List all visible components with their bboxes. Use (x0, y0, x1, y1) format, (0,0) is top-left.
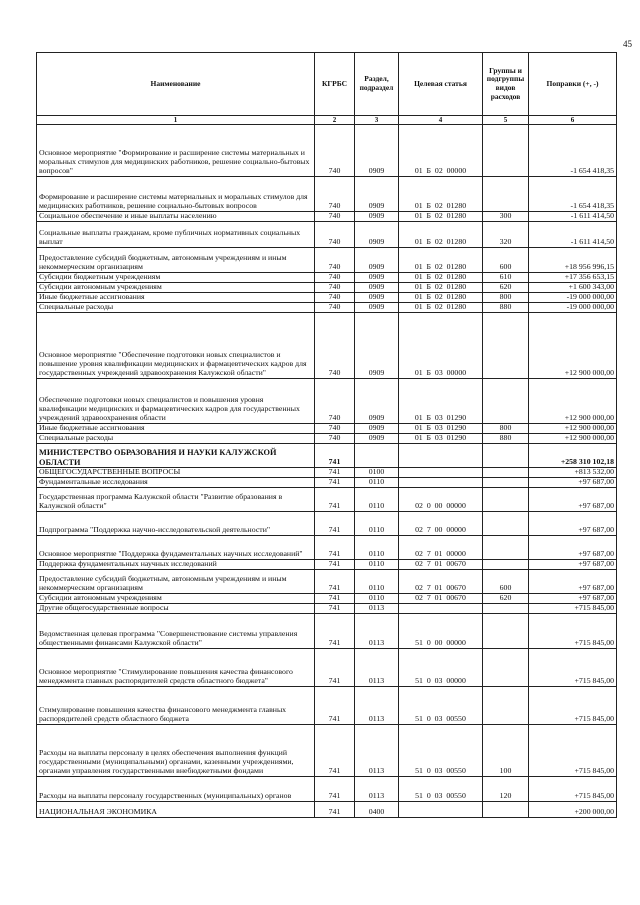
row-razdel: 0909 (355, 293, 399, 303)
row-expense-group (483, 560, 529, 570)
row-target-article: 51 0 03 00550 (399, 687, 483, 725)
row-amendment: +97 687,00 (529, 570, 617, 594)
row-razdel: 0909 (355, 248, 399, 273)
row-expense-group (483, 649, 529, 687)
row-target-article (399, 478, 483, 488)
table-row (37, 478, 617, 488)
row-razdel: 0909 (355, 273, 399, 283)
row-target-article: 01 Б 02 01280 (399, 303, 483, 313)
row-razdel: 0909 (355, 283, 399, 293)
header-kgrbs: КГРБС (315, 53, 355, 116)
table-header (37, 53, 617, 125)
row-kgrbs: 740 (315, 125, 355, 177)
table-row (37, 468, 617, 478)
row-amendment: -19 000 000,00 (529, 293, 617, 303)
table-row (37, 604, 617, 614)
row-target-article (399, 444, 483, 468)
header-gruppy: Группы и подгруппы видов расходов (483, 53, 529, 116)
row-target-article: 01 Б 02 01280 (399, 222, 483, 248)
row-amendment: -1 611 414,50 (529, 212, 617, 222)
column-number: 4 (399, 116, 483, 125)
row-target-article: 02 7 01 00000 (399, 536, 483, 560)
table-row (37, 725, 617, 777)
row-razdel: 0110 (355, 594, 399, 604)
header-name: Наименование (37, 53, 315, 116)
row-expense-group: 120 (483, 777, 529, 802)
row-name: Поддержка фундаментальных научных исследований (37, 560, 315, 570)
row-amendment: +97 687,00 (529, 488, 617, 512)
table-row (37, 560, 617, 570)
table-row (37, 177, 617, 212)
row-name: Основное мероприятие "Поддержка фундаментальных научных исследований" (37, 536, 315, 560)
row-razdel (355, 444, 399, 468)
row-name: Основное мероприятие "Обеспечение подготовки новых специалистов и повышение уровня квалификации медицинских и фармацевтических кадров для государственных учреждений здравоохранения Калужской области" (37, 313, 315, 379)
row-razdel: 0100 (355, 468, 399, 478)
row-kgrbs: 741 (315, 802, 355, 818)
row-razdel: 0110 (355, 512, 399, 536)
row-name: Субсидии автономным учреждениям (37, 283, 315, 293)
table-row (37, 687, 617, 725)
row-name: Предоставление субсидий бюджетным, автономным учреждениям и иным некоммерческим организациям (37, 570, 315, 594)
row-kgrbs: 740 (315, 248, 355, 273)
row-expense-group: 300 (483, 212, 529, 222)
row-target-article (399, 604, 483, 614)
row-razdel: 0400 (355, 802, 399, 818)
row-kgrbs: 741 (315, 560, 355, 570)
row-name: Формирование и расширение системы материальных и моральных стимулов для медицинских работников, решение социально-бытовых вопросов (37, 177, 315, 212)
row-amendment: +97 687,00 (529, 560, 617, 570)
row-expense-group: 320 (483, 222, 529, 248)
row-kgrbs: 741 (315, 570, 355, 594)
row-amendment: +258 310 102,18 (529, 444, 617, 468)
row-expense-group (483, 313, 529, 379)
row-amendment: +12 900 000,00 (529, 424, 617, 434)
row-target-article: 02 7 01 00670 (399, 594, 483, 604)
table-row (37, 212, 617, 222)
row-expense-group: 620 (483, 594, 529, 604)
budget-table (36, 52, 617, 818)
row-name: Специальные расходы (37, 434, 315, 444)
row-amendment: +813 532,00 (529, 468, 617, 478)
row-razdel: 0909 (355, 434, 399, 444)
row-kgrbs: 740 (315, 424, 355, 434)
row-kgrbs: 740 (315, 177, 355, 212)
row-name: МИНИСТЕРСТВО ОБРАЗОВАНИЯ И НАУКИ КАЛУЖСКОЙ ОБЛАСТИ (37, 444, 315, 468)
row-target-article: 01 Б 03 01290 (399, 424, 483, 434)
header-popravki: Поправки (+, -) (529, 53, 617, 116)
row-name: Подпрограмма "Поддержка научно-исследовательской деятельности" (37, 512, 315, 536)
row-kgrbs: 740 (315, 283, 355, 293)
row-expense-group: 800 (483, 293, 529, 303)
row-name: Социальное обеспечение и иные выплаты населению (37, 212, 315, 222)
row-target-article: 51 0 03 00550 (399, 777, 483, 802)
row-amendment: -19 000 000,00 (529, 303, 617, 313)
row-razdel: 0113 (355, 725, 399, 777)
table-row (37, 777, 617, 802)
row-target-article: 51 0 03 00550 (399, 725, 483, 777)
row-razdel: 0110 (355, 570, 399, 594)
row-razdel: 0909 (355, 424, 399, 434)
row-amendment: -1 611 414,50 (529, 222, 617, 248)
row-target-article (399, 802, 483, 818)
row-expense-group: 600 (483, 570, 529, 594)
row-target-article: 01 Б 03 01290 (399, 434, 483, 444)
header-razdel: Раздел, подраздел (355, 53, 399, 116)
row-expense-group: 880 (483, 303, 529, 313)
row-name: Обеспечение подготовки новых специалистов и повышения уровня квалификации медицинских и фармацевтических кадров для государственных учреждений здравоохранения области (37, 379, 315, 424)
row-name: Основное мероприятие "Стимулирование повышения качества финансового менеджмента главных распорядителей средств областного бюджета" (37, 649, 315, 687)
row-expense-group: 620 (483, 283, 529, 293)
row-target-article: 01 Б 02 00000 (399, 125, 483, 177)
row-amendment: +17 356 653,15 (529, 273, 617, 283)
row-kgrbs: 740 (315, 379, 355, 424)
row-name: Предоставление субсидий бюджетным, автономным учреждениям и иным некоммерческим организациям (37, 248, 315, 273)
row-amendment: +715 845,00 (529, 614, 617, 649)
row-kgrbs: 740 (315, 212, 355, 222)
table-row (37, 444, 617, 468)
row-name: Основное мероприятие "Формирование и расширение системы материальных и моральных стимулов для медицинских работников, решение социально-бытовых вопросов" (37, 125, 315, 177)
row-name: Государственная программа Калужской области "Развитие образования в Калужской области" (37, 488, 315, 512)
row-razdel: 0113 (355, 649, 399, 687)
row-razdel: 0113 (355, 777, 399, 802)
row-expense-group: 600 (483, 248, 529, 273)
column-number: 1 (37, 116, 315, 125)
row-target-article: 02 7 00 00000 (399, 512, 483, 536)
column-number: 6 (529, 116, 617, 125)
table-row (37, 424, 617, 434)
row-expense-group: 880 (483, 434, 529, 444)
table-row (37, 434, 617, 444)
row-amendment: +715 845,00 (529, 777, 617, 802)
table-row (37, 222, 617, 248)
row-kgrbs: 741 (315, 478, 355, 488)
table-row (37, 293, 617, 303)
table-row (37, 303, 617, 313)
row-target-article: 02 0 00 00000 (399, 488, 483, 512)
row-name: Расходы на выплаты персоналу в целях обеспечения выполнения функций государственными (муниципальными) органами, казенными учреждениями, органами управления государственными внебюджетными фондами (37, 725, 315, 777)
row-expense-group (483, 488, 529, 512)
column-number: 2 (315, 116, 355, 125)
row-amendment: +18 956 996,15 (529, 248, 617, 273)
row-kgrbs: 741 (315, 614, 355, 649)
row-name: Другие общегосударственные вопросы (37, 604, 315, 614)
row-expense-group: 610 (483, 273, 529, 283)
row-expense-group (483, 478, 529, 488)
row-amendment: +97 687,00 (529, 594, 617, 604)
row-kgrbs: 741 (315, 649, 355, 687)
row-target-article: 01 Б 02 01280 (399, 177, 483, 212)
row-razdel: 0110 (355, 488, 399, 512)
row-target-article: 01 Б 03 01290 (399, 379, 483, 424)
row-razdel: 0113 (355, 614, 399, 649)
row-kgrbs: 741 (315, 536, 355, 560)
table-row (37, 570, 617, 594)
row-name: Специальные расходы (37, 303, 315, 313)
table-row (37, 594, 617, 604)
row-razdel: 0909 (355, 125, 399, 177)
row-target-article: 01 Б 02 01280 (399, 293, 483, 303)
row-expense-group (483, 614, 529, 649)
row-razdel: 0110 (355, 536, 399, 560)
row-kgrbs: 741 (315, 777, 355, 802)
row-amendment: -1 654 418,35 (529, 177, 617, 212)
table-row (37, 536, 617, 560)
row-expense-group (483, 512, 529, 536)
row-target-article: 02 7 01 00670 (399, 570, 483, 594)
table-row (37, 248, 617, 273)
row-amendment: +97 687,00 (529, 536, 617, 560)
row-name: Субсидии автономным учреждениям (37, 594, 315, 604)
row-razdel: 0909 (355, 222, 399, 248)
table-row (37, 283, 617, 293)
row-amendment: +715 845,00 (529, 687, 617, 725)
row-expense-group (483, 468, 529, 478)
row-kgrbs: 741 (315, 444, 355, 468)
row-amendment: +715 845,00 (529, 649, 617, 687)
row-kgrbs: 741 (315, 687, 355, 725)
row-razdel: 0113 (355, 604, 399, 614)
table-row (37, 802, 617, 818)
row-name: Ведомственная целевая программа "Совершенствование системы управления общественными финансами Калужской области" (37, 614, 315, 649)
row-target-article: 01 Б 02 01280 (399, 248, 483, 273)
table-row (37, 273, 617, 283)
row-name: Фундаментальные исследования (37, 478, 315, 488)
row-kgrbs: 740 (315, 313, 355, 379)
table-row (37, 313, 617, 379)
row-kgrbs: 741 (315, 594, 355, 604)
row-kgrbs: 740 (315, 303, 355, 313)
row-kgrbs: 740 (315, 273, 355, 283)
row-kgrbs: 741 (315, 488, 355, 512)
row-target-article: 01 Б 02 01280 (399, 283, 483, 293)
row-expense-group (483, 536, 529, 560)
row-expense-group (483, 802, 529, 818)
row-name: НАЦИОНАЛЬНАЯ ЭКОНОМИКА (37, 802, 315, 818)
table-row (37, 614, 617, 649)
row-kgrbs: 741 (315, 468, 355, 478)
table-row (37, 125, 617, 177)
row-razdel: 0909 (355, 212, 399, 222)
row-kgrbs: 741 (315, 725, 355, 777)
row-razdel: 0110 (355, 560, 399, 570)
row-expense-group: 800 (483, 424, 529, 434)
column-number-row (37, 116, 617, 125)
row-target-article: 01 Б 03 00000 (399, 313, 483, 379)
row-razdel: 0110 (355, 478, 399, 488)
row-expense-group (483, 687, 529, 725)
row-expense-group: 100 (483, 725, 529, 777)
row-kgrbs: 740 (315, 434, 355, 444)
row-expense-group (483, 444, 529, 468)
row-kgrbs: 740 (315, 222, 355, 248)
row-amendment: +715 845,00 (529, 725, 617, 777)
row-amendment: -1 654 418,35 (529, 125, 617, 177)
table-row (37, 488, 617, 512)
row-amendment: +715 845,00 (529, 604, 617, 614)
row-target-article: 01 Б 02 01280 (399, 273, 483, 283)
row-amendment: +12 900 000,00 (529, 379, 617, 424)
page-number: 45 (623, 39, 632, 49)
row-target-article: 02 7 01 00670 (399, 560, 483, 570)
table-row (37, 512, 617, 536)
row-razdel: 0909 (355, 177, 399, 212)
row-name: Иные бюджетные ассигнования (37, 293, 315, 303)
row-razdel: 0113 (355, 687, 399, 725)
row-razdel: 0909 (355, 379, 399, 424)
column-number: 5 (483, 116, 529, 125)
column-number: 3 (355, 116, 399, 125)
table-row (37, 379, 617, 424)
row-kgrbs: 740 (315, 293, 355, 303)
row-expense-group (483, 604, 529, 614)
row-kgrbs: 741 (315, 512, 355, 536)
row-name: Субсидии бюджетным учреждениям (37, 273, 315, 283)
row-amendment: +12 900 000,00 (529, 434, 617, 444)
row-amendment: +97 687,00 (529, 512, 617, 536)
row-expense-group (483, 125, 529, 177)
row-razdel: 0909 (355, 303, 399, 313)
row-kgrbs: 741 (315, 604, 355, 614)
row-name: ОБЩЕГОСУДАРСТВЕННЫЕ ВОПРОСЫ (37, 468, 315, 478)
row-amendment: +1 600 343,00 (529, 283, 617, 293)
row-target-article: 51 0 03 00000 (399, 649, 483, 687)
row-target-article (399, 468, 483, 478)
row-name: Расходы на выплаты персоналу государственных (муниципальных) органов (37, 777, 315, 802)
table-body (37, 125, 617, 818)
row-name: Социальные выплаты гражданам, кроме публичных нормативных социальных выплат (37, 222, 315, 248)
row-name: Иные бюджетные ассигнования (37, 424, 315, 434)
row-target-article: 01 Б 02 01280 (399, 212, 483, 222)
table-row (37, 649, 617, 687)
row-razdel: 0909 (355, 313, 399, 379)
row-name: Стимулирование повышения качества финансового менеджмента главных распорядителей средств областного бюджета (37, 687, 315, 725)
row-amendment: +12 900 000,00 (529, 313, 617, 379)
row-expense-group (483, 177, 529, 212)
row-amendment: +97 687,00 (529, 478, 617, 488)
row-amendment: +200 000,00 (529, 802, 617, 818)
header-celevaya: Целевая статья (399, 53, 483, 116)
row-target-article: 51 0 00 00000 (399, 614, 483, 649)
row-expense-group (483, 379, 529, 424)
